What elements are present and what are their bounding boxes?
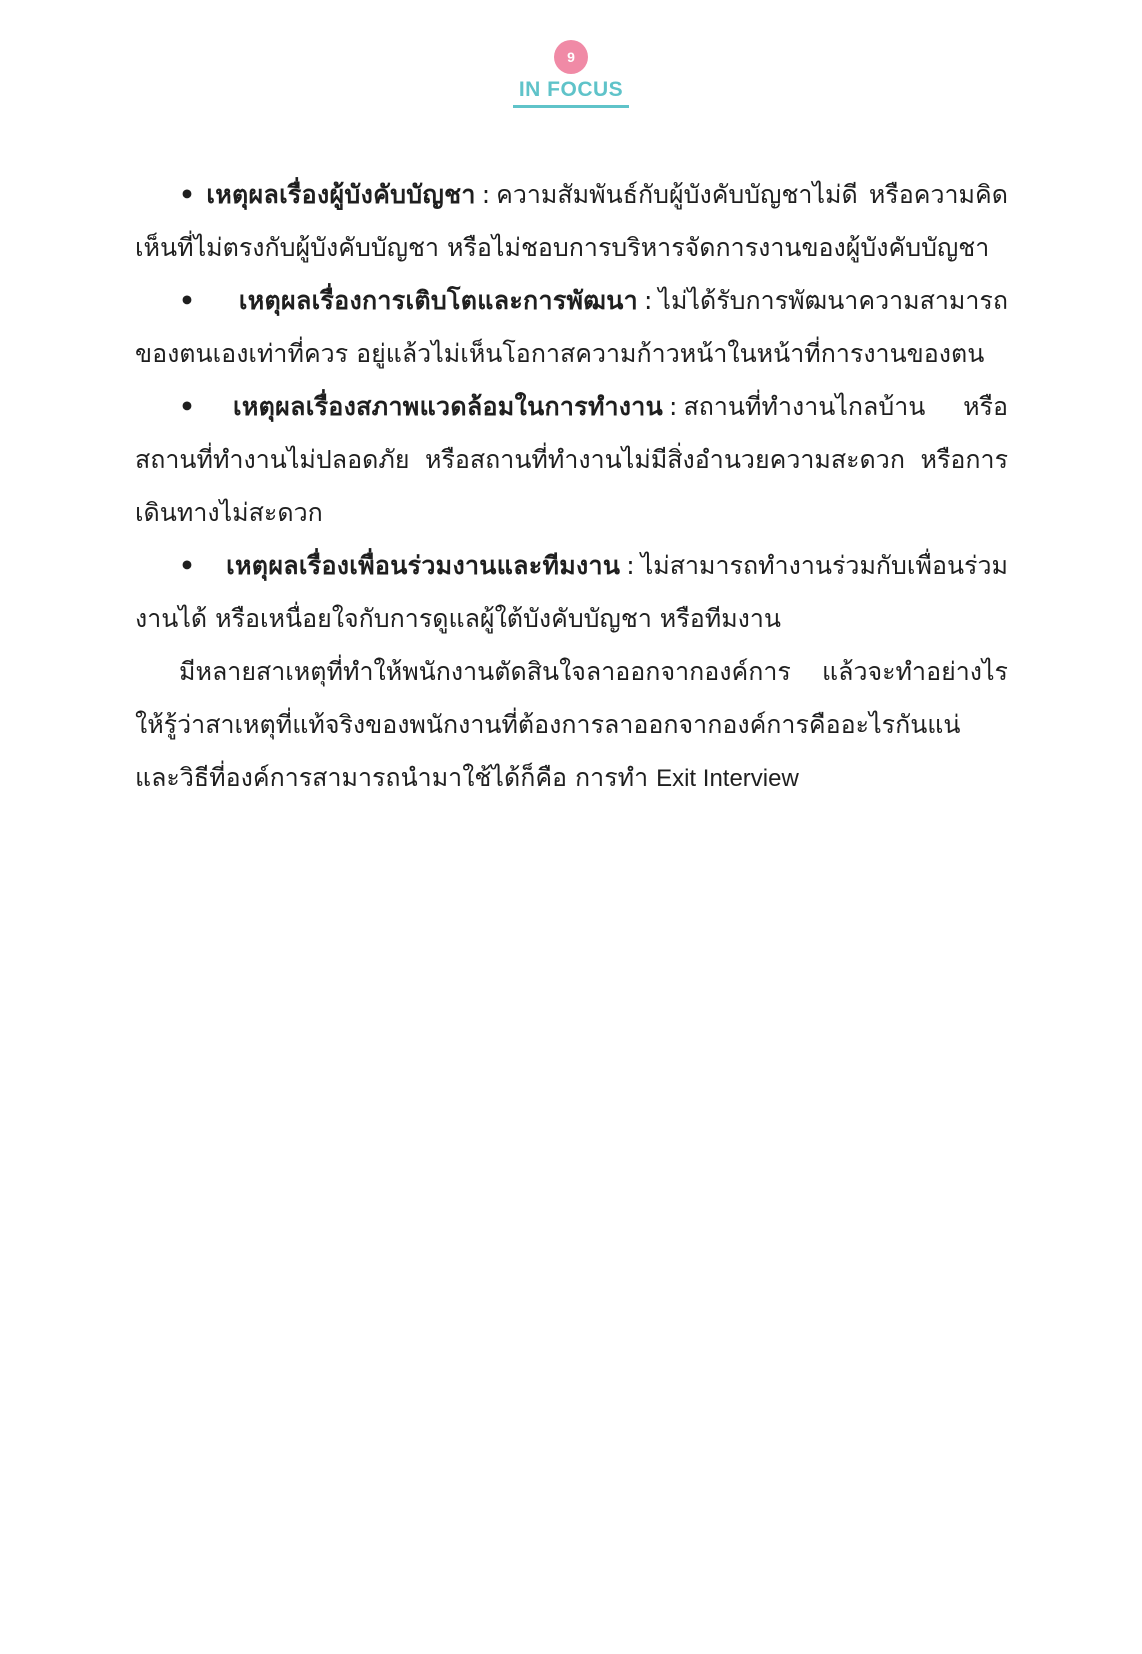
page-number-badge: 9 — [554, 40, 588, 74]
closing-paragraph — [135, 645, 1008, 805]
bullet-marker: • — [179, 286, 196, 315]
section-label: IN FOCUS — [513, 78, 629, 108]
closing-text: มีหลายสาเหตุที่ทำให้พนักงานตัดสินใจลาออกจากองค์การ แล้วจะทำอย่างไรให้รู้ว่าสาเหตุที่แท้จริงของพนักงานที่ต้องการลาออกจากองค์การคืออะไรกันแน่ และวิธีที่องค์การสามารถนำมาใช้ได้ก็คือ การทำ — [135, 657, 1008, 792]
bullet-separator: : — [626, 551, 635, 580]
bullet-text: สถานที่ทำงานไกลบ้าน หรือสถานที่ทำงานไม่ปลอดภัย หรือสถานที่ทำงานไม่มีสิ่งอำนวยความสะดวก หรือการเดินทางไม่สะดวก — [135, 392, 1008, 527]
bullet-text: ความสัมพันธ์กับผู้บังคับบัญชาไม่ดี หรือความคิดเห็นที่ไม่ตรงกับผู้บังคับบัญชา หรือไม่ชอบการบริหารจัดการงานของผู้บังคับบัญชา — [135, 180, 1008, 262]
bullet-heading: เหตุผลเรื่องผู้บังคับบัญชา — [206, 180, 476, 209]
bullet-separator: : — [643, 286, 653, 315]
bullet-heading: เหตุผลเรื่องเพื่อนร่วมงานและทีมงาน — [226, 551, 621, 580]
bullet-heading: เหตุผลเรื่องสภาพแวดล้อมในการทำงาน — [233, 392, 664, 421]
bullet-separator: : — [669, 392, 678, 421]
bullet-separator: : — [481, 180, 491, 209]
closing-term: Exit Interview — [656, 765, 799, 792]
bullet-heading: เหตุผลเรื่องการเติบโตและการพัฒนา — [238, 286, 638, 315]
page-header — [0, 40, 1142, 108]
bullet-paragraph — [135, 539, 1008, 645]
bullet-marker: • — [179, 551, 196, 580]
bullet-marker: • — [179, 180, 196, 209]
bullet-marker: • — [179, 392, 196, 421]
bullet-text: ไม่สามารถทำงานร่วมกับเพื่อนร่วมงานได้ หรือเหนื่อยใจกับการดูแลผู้ใต้บังคับบัญชา หรือทีมงาน — [135, 551, 1008, 633]
bullet-paragraph — [135, 274, 1008, 380]
bullet-paragraph — [135, 380, 1008, 539]
article-body — [135, 168, 1008, 805]
bullet-text: ไม่ได้รับการพัฒนาความสามารถของตนเองเท่าที่ควร อยู่แล้วไม่เห็นโอกาสความก้าวหน้าในหน้าที่การงานของตน — [135, 286, 1008, 368]
bullet-paragraph — [135, 168, 1008, 274]
